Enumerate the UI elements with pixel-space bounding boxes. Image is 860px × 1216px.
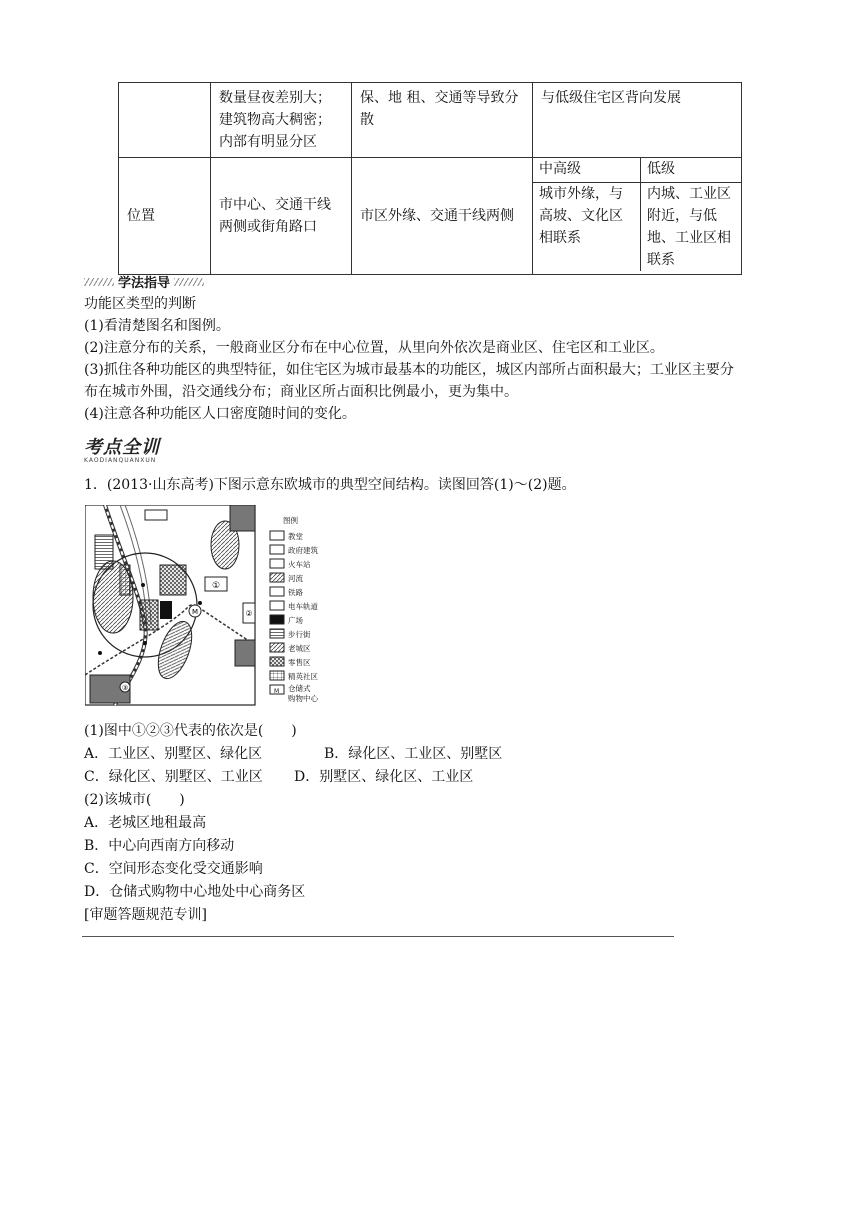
legend-item: 广场 <box>288 616 303 625</box>
legend-item: 电车轨道 <box>288 602 318 611</box>
table-cell: 与低级住宅区背向发展 <box>533 83 742 158</box>
guide-point: (4)注意各种功能区人口密度随时间的变化。 <box>84 406 356 422</box>
legend-item: 老城区 <box>288 644 311 653</box>
legend-item: 火车站 <box>288 560 311 569</box>
legend-item: 政府建筑 <box>288 546 318 555</box>
legend-item: 仓储式 <box>288 684 311 693</box>
legend-item: 教堂 <box>288 532 303 541</box>
city-structure-map <box>85 505 345 707</box>
legend-item: 河流 <box>288 574 303 583</box>
training-note: [审题答题规范专训] <box>84 907 207 923</box>
guide-point: (1)看清楚图名和图例。 <box>84 318 230 334</box>
function-zone-table <box>118 82 742 275</box>
table-cell: 保、地 租、交通等导致分散 <box>352 83 533 158</box>
question-2: (2)该城市( ) <box>84 792 185 808</box>
guide-point: (2)注意分布的关系，一般商业区分布在中心位置，从里向外依次是商业区、住宅区和工业区。 <box>84 340 664 356</box>
section-heading: 学法指导 <box>84 272 204 291</box>
guide-point: (3)抓住各种功能区的典型特征，如住宅区为城市最基本的功能区，城区内部所占面积最大；工业区主要分 <box>84 362 734 378</box>
option-a: A．老城区地租最高 <box>84 815 207 831</box>
legend-item: 步行街 <box>288 630 311 639</box>
table-row <box>119 158 742 275</box>
option-c: C．绿化区、别墅区、工业区 <box>84 769 263 785</box>
table-cell: 市区外缘、交通干线两侧 <box>352 158 533 275</box>
table-cell: 数量昼夜差别大；建筑物高大稠密；内部有明显分区 <box>211 83 352 158</box>
table-row <box>119 83 742 158</box>
table-cell: 位置 <box>119 158 211 275</box>
zone-label-3: ③ <box>121 684 129 692</box>
legend-item: 购物中心 <box>288 694 318 703</box>
question-1: (1)图中①②③代表的依次是( ) <box>84 723 297 739</box>
table-cell: 低级 <box>641 158 742 183</box>
option-d: D．别墅区、绿化区、工业区 <box>294 769 474 785</box>
option-a: A．工业区、别墅区、绿化区 <box>84 746 263 762</box>
question-intro: 1．(2013·山东高考)下图示意东欧城市的典型空间结构。读图回答(1)～(2)题。 <box>84 477 576 493</box>
option-d: D．仓储式购物中心地处中心商务区 <box>84 884 306 900</box>
table-cell: 中高级 <box>533 158 641 183</box>
option-b: B．绿化区、工业区、别墅区 <box>324 746 503 762</box>
zone-label-1: ① <box>211 581 221 591</box>
residential-subtable <box>533 158 741 271</box>
table-cell: 内城、工业区附近，与低地、工业区相联系 <box>647 186 731 268</box>
svg-text:M: M <box>274 688 280 695</box>
table-cell: 市中心、交通干线两侧或街角路口 <box>211 158 352 275</box>
option-b: B．中心向西南方向移动 <box>84 838 235 854</box>
legend-item: 零售区 <box>288 658 311 667</box>
option-c: C．空间形态变化受交通影响 <box>84 861 263 877</box>
legend-item: 铁路 <box>288 588 303 597</box>
legend-item: 精英社区 <box>288 672 318 681</box>
divider <box>82 936 674 937</box>
kaodian-heading: 考点全训 KAODIANQUANXUN <box>84 437 160 464</box>
shopping-center-marker: M <box>191 608 199 616</box>
guide-point: 布在城市外围，沿交通线分布；商业区所占面积比例最小，更为集中。 <box>84 384 518 400</box>
table-cell: 城市外缘，与高坡、文化区相联系 <box>533 183 641 272</box>
legend-title: 图例 <box>283 516 298 525</box>
guide-title: 功能区类型的判断 <box>84 296 196 312</box>
zone-label-2: ② <box>245 609 253 618</box>
